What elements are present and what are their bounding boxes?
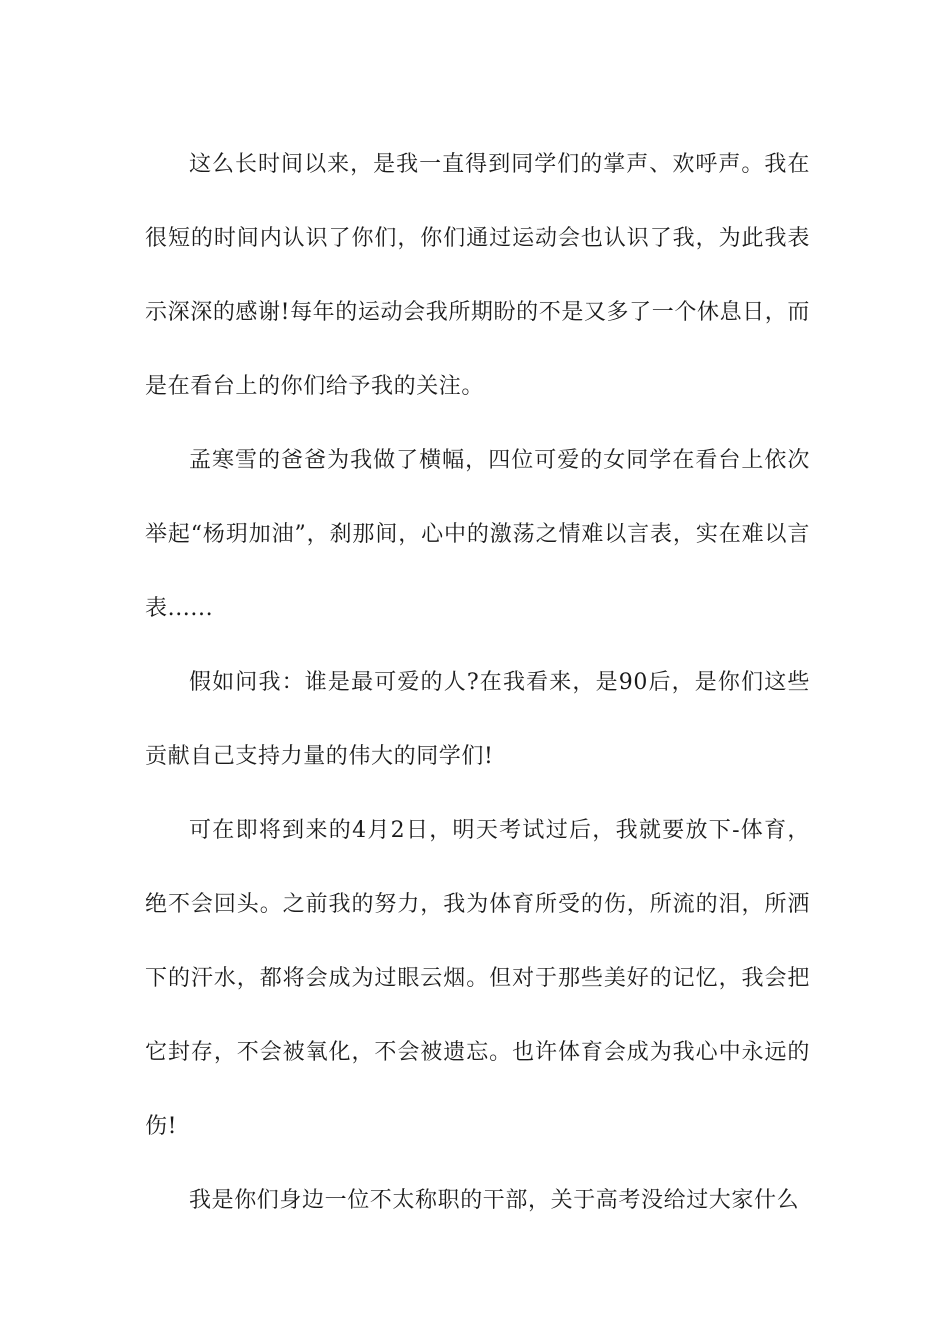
document-body: [145, 128, 810, 1238]
paragraph: 我是你们身边一位不太称职的干部，关于高考没给过大家什么: [189, 1188, 800, 1213]
paragraph: 孟寒雪的爸爸为我做了横幅，四位可爱的女同学在看台上依次举起“杨玥加油”，刹那间，心中的激荡之情难以言表，实在难以言表......: [145, 448, 810, 621]
paragraph: 这么长时间以来，是我一直得到同学们的掌声、欢呼声。我在很短的时间内认识了你们，你们通过运动会也认识了我，为此我表示深深的感谢!每年的运动会我所期盼的不是又多了一个休息日，而是在看台上的你们给予我的关注。: [145, 152, 810, 399]
paragraph: 假如问我：谁是最可爱的人?在我看来，是90后，是你们这些贡献自己支持力量的伟大的同学们!: [145, 670, 810, 769]
paragraph: 可在即将到来的4月2日，明天考试过后，我就要放下-体育，绝不会回头。之前我的努力，我为体育所受的伤，所流的泪，所洒下的汗水，都将会成为过眼云烟。但对于那些美好的记忆，我会把它封存，不会被氧化，不会被遗忘。也许体育会成为我心中永远的伤!: [145, 818, 810, 1139]
